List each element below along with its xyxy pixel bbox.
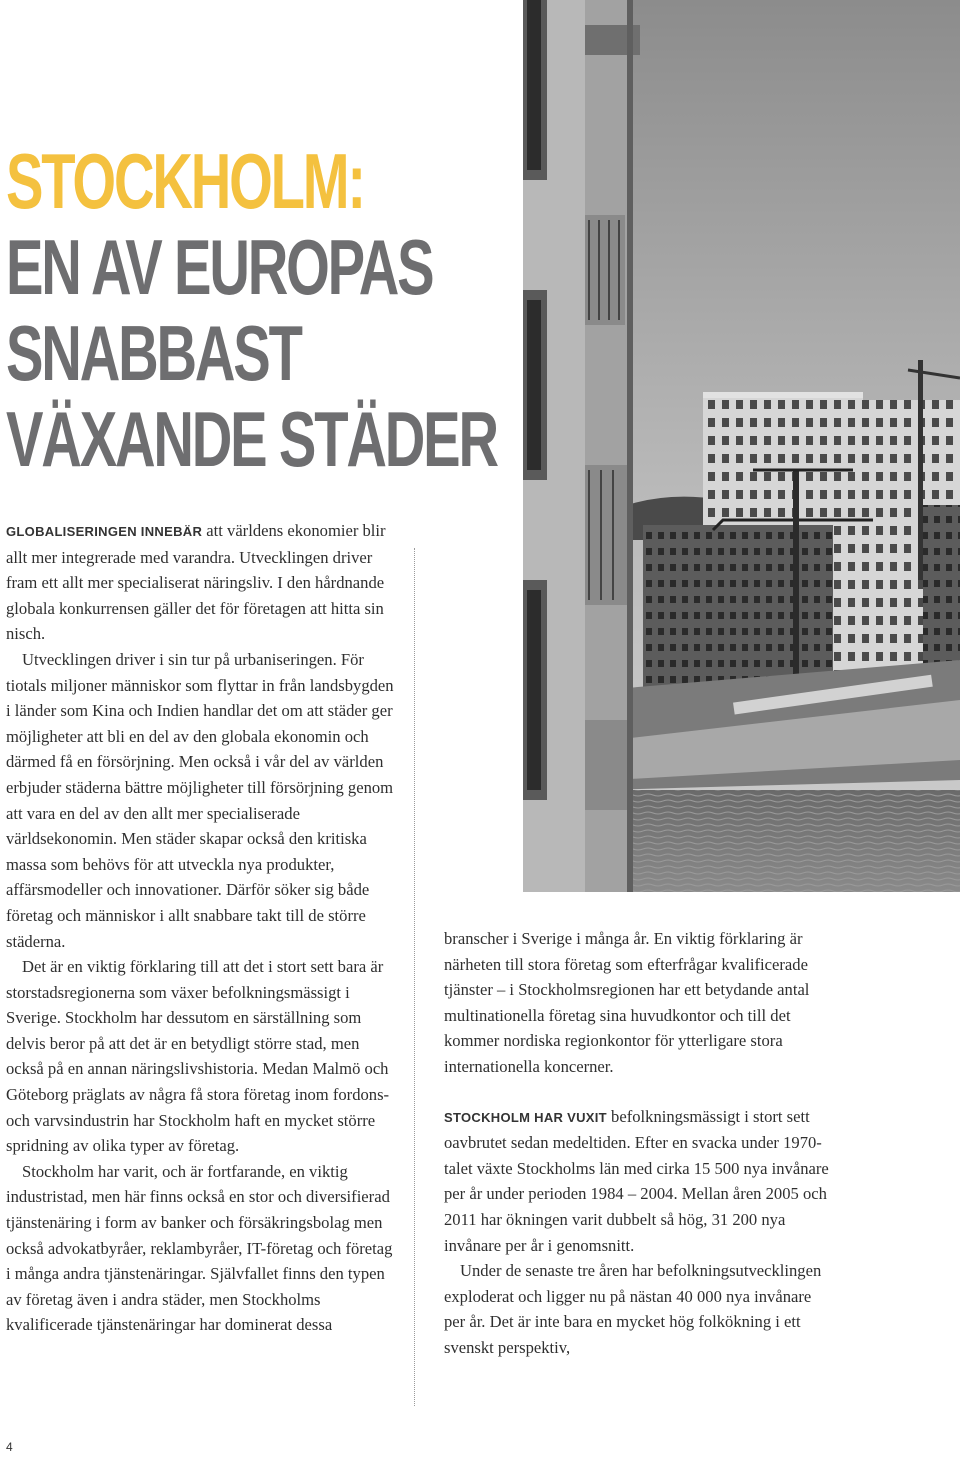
left-column (6, 518, 398, 1338)
page-number: 4 (6, 1440, 13, 1454)
intro-paragraph (6, 518, 398, 647)
headline-line-1: STOCKHOLM: (6, 137, 364, 225)
headline-line-3: SNABBAST (6, 309, 301, 397)
paragraph: branscher i Sverige i många år. En viktig förklaring är närheten till stora företag som efterfrågar kvalificerade tjänster – i Stockholmsregionen har ett betydande antal multinationella företag sina huvudkontor och till det kommer nordiska regionkontor för ytterligare stora internationella koncerner. (444, 929, 810, 1076)
paragraph: Utvecklingen driver i sin tur på urbaniseringen. För tiotals miljoner människor som flyttar in från landsbygden i länder som Kina och Indien handlar det om att städer ger möjligheter att bli en del av den globala ekonomin och därmed få en försörjning. Men också i vår del av världen erbjuder städerna bättre möjligheter till försörjning genom att vara en del av den allt mer specialiserade världsekonomin. Men städer skapar också den kritiska massa som behövs för att utveckla nya produkter, affärsmodeller och innovationer. Därför söker sig både företag och människor i allt snabbare takt till de större städerna. (6, 649, 394, 951)
paragraph: Under de senaste tre åren har befolkningsutvecklingen exploderat och ligger nu på nästan 40 000 nya invånare per år. Det är inte bara en mycket hög folkökning i ett svenskt perspektiv, (444, 1261, 822, 1357)
intro-text: att världens ekonomier blir allt mer integrerade med varandra. Utvecklingen driver fram ett allt mer specialiserat näringsliv. I den hårdnande globala konkurrensen gäller det för företagen att hitta sin nisch. (6, 521, 386, 644)
headline-line-2: EN AV EUROPAS (6, 223, 433, 311)
section-paragraph (444, 1104, 836, 1259)
lead-in: STOCKHOLM HAR VUXIT (444, 1109, 607, 1125)
photo-illustration (523, 0, 960, 892)
column-divider (414, 548, 415, 1406)
lead-in: GLOBALISERINGEN INNEBÄR (6, 524, 203, 539)
section-text: befolkningsmässigt i stort sett oavbrutet sedan medeltiden. Efter en svacka under 1970-talet växte Stockholms län med cirka 15 500 nya invånare per år under perioden 1984 – 2004. Mellan åren 2005 och 2011 har ökningen varit dubbelt så hög, 31 200 nya invånare per år i genomsnitt. (444, 1106, 829, 1255)
paragraph: Stockholm har varit, och är fortfarande, en viktig industristad, men här finns också en stor och diversifierad tjänstenäring i form av banker och försäkringsbolag men också advokatbyråer, reklambyråer, IT-företag och företag i många andra tjänstenäringar. Självfallet finns den typen av företag även i andra städer, men Stockholms kvalificerade tjänstenäringar har dominerat dessa (6, 1161, 393, 1335)
paragraph: Det är en viktig förklaring till att det i stort sett bara är storstadsregionerna som växer befolkningsmässigt i Sverige. Stockholm har dessutom en särställning som delvis beror på att det är en betydligt större stad, men också på en annan näringslivshistoria. Medan Malmö och Göteborg präglats av några få stora företag inom fordons- och varvsindustrin har Stockholm haft en mycket större spridning av olika typer av företag. (6, 957, 390, 1156)
right-column (444, 926, 836, 1361)
headline (6, 137, 497, 483)
city-photo (523, 0, 960, 892)
headline-line-4: VÄXANDE STÄDER (6, 395, 497, 483)
